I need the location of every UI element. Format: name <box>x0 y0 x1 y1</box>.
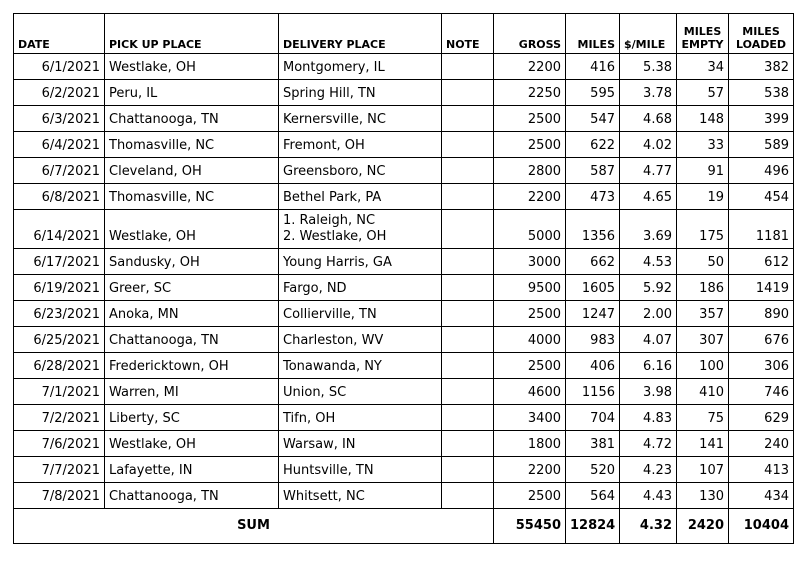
cell-note <box>442 275 494 301</box>
cell-per-mile: 4.65 <box>620 184 677 210</box>
cell-note <box>442 379 494 405</box>
cell-delivery <box>279 457 442 483</box>
cell-delivery <box>279 301 442 327</box>
cell-date: 7/7/2021 <box>14 457 105 483</box>
cell-miles: 662 <box>566 249 620 275</box>
table-row <box>14 210 794 249</box>
cell-pickup: Anoka, MN <box>105 301 279 327</box>
cell-pickup: Greer, SC <box>105 275 279 301</box>
cell-date: 6/3/2021 <box>14 106 105 132</box>
cell-miles-loaded: 612 <box>729 249 794 275</box>
cell-pickup: Westlake, OH <box>105 431 279 457</box>
delivery-line: Young Harris, GA <box>283 255 392 270</box>
cell-per-mile: 3.98 <box>620 379 677 405</box>
cell-date: 6/17/2021 <box>14 249 105 275</box>
sum-miles-loaded: 10404 <box>729 509 794 544</box>
delivery-line: Spring Hill, TN <box>283 86 376 101</box>
cell-per-mile: 3.69 <box>620 210 677 249</box>
cell-pickup: Thomasville, NC <box>105 132 279 158</box>
cell-delivery <box>279 54 442 80</box>
cell-miles: 564 <box>566 483 620 509</box>
delivery-line: Tonawanda, NY <box>283 359 382 374</box>
cell-gross: 2500 <box>494 483 566 509</box>
delivery-line: Tifn, OH <box>283 411 336 426</box>
cell-date: 6/14/2021 <box>14 210 105 249</box>
cell-pickup: Chattanooga, TN <box>105 483 279 509</box>
col-header-miles-loaded-line1: MILES <box>742 25 780 38</box>
cell-per-mile: 5.38 <box>620 54 677 80</box>
col-header-per-mile: $/MILE <box>620 14 677 54</box>
cell-miles-loaded: 496 <box>729 158 794 184</box>
delivery-line: Charleston, WV <box>283 333 384 348</box>
table-row <box>14 249 794 275</box>
cell-delivery <box>279 249 442 275</box>
col-header-miles-empty <box>677 14 729 54</box>
cell-miles: 704 <box>566 405 620 431</box>
cell-note <box>442 405 494 431</box>
cell-per-mile: 6.16 <box>620 353 677 379</box>
cell-pickup: Cleveland, OH <box>105 158 279 184</box>
cell-delivery <box>279 353 442 379</box>
cell-gross: 2500 <box>494 353 566 379</box>
delivery-line: 1. Raleigh, NC <box>283 213 376 228</box>
cell-date: 6/1/2021 <box>14 54 105 80</box>
cell-gross: 2500 <box>494 132 566 158</box>
cell-miles: 587 <box>566 158 620 184</box>
cell-note <box>442 301 494 327</box>
cell-miles: 1247 <box>566 301 620 327</box>
cell-miles: 622 <box>566 132 620 158</box>
col-header-miles: MILES <box>566 14 620 54</box>
cell-miles: 1156 <box>566 379 620 405</box>
cell-miles-loaded: 1419 <box>729 275 794 301</box>
cell-per-mile: 2.00 <box>620 301 677 327</box>
cell-per-mile: 4.07 <box>620 327 677 353</box>
sum-label: SUM <box>14 509 494 544</box>
cell-pickup: Westlake, OH <box>105 210 279 249</box>
cell-date: 6/7/2021 <box>14 158 105 184</box>
cell-date: 7/8/2021 <box>14 483 105 509</box>
cell-date: 6/25/2021 <box>14 327 105 353</box>
cell-pickup: Peru, IL <box>105 80 279 106</box>
delivery-line: Huntsville, TN <box>283 463 374 478</box>
cell-gross: 2200 <box>494 457 566 483</box>
col-header-miles-empty-line2: EMPTY <box>681 38 724 51</box>
cell-date: 6/23/2021 <box>14 301 105 327</box>
delivery-line: Whitsett, NC <box>283 489 365 504</box>
cell-miles-empty: 91 <box>677 158 729 184</box>
cell-per-mile: 4.68 <box>620 106 677 132</box>
cell-miles-empty: 100 <box>677 353 729 379</box>
cell-note <box>442 80 494 106</box>
delivery-line: Kernersville, NC <box>283 112 386 127</box>
cell-per-mile: 4.23 <box>620 457 677 483</box>
table-row <box>14 301 794 327</box>
table-row <box>14 54 794 80</box>
table-row <box>14 353 794 379</box>
col-header-miles-empty-line1: MILES <box>683 25 722 38</box>
cell-miles-empty: 186 <box>677 275 729 301</box>
cell-delivery <box>279 210 442 249</box>
cell-date: 6/19/2021 <box>14 275 105 301</box>
cell-per-mile: 4.77 <box>620 158 677 184</box>
cell-miles: 1356 <box>566 210 620 249</box>
cell-miles: 381 <box>566 431 620 457</box>
cell-delivery <box>279 106 442 132</box>
cell-delivery <box>279 80 442 106</box>
cell-pickup: Lafayette, IN <box>105 457 279 483</box>
cell-gross: 2500 <box>494 301 566 327</box>
cell-note <box>442 210 494 249</box>
table-row <box>14 275 794 301</box>
cell-date: 7/6/2021 <box>14 431 105 457</box>
cell-note <box>442 483 494 509</box>
cell-date: 6/28/2021 <box>14 353 105 379</box>
cell-miles-loaded: 454 <box>729 184 794 210</box>
col-header-date: DATE <box>14 14 105 54</box>
cell-miles: 406 <box>566 353 620 379</box>
sum-miles: 12824 <box>566 509 620 544</box>
table-row <box>14 132 794 158</box>
cell-note <box>442 431 494 457</box>
col-header-miles-loaded <box>729 14 794 54</box>
cell-gross: 9500 <box>494 275 566 301</box>
delivery-line: Fargo, ND <box>283 281 347 296</box>
cell-miles-empty: 33 <box>677 132 729 158</box>
cell-delivery <box>279 132 442 158</box>
cell-miles: 547 <box>566 106 620 132</box>
table-row <box>14 483 794 509</box>
cell-pickup: Sandusky, OH <box>105 249 279 275</box>
cell-miles-empty: 107 <box>677 457 729 483</box>
cell-miles-empty: 130 <box>677 483 729 509</box>
delivery-line: Greensboro, NC <box>283 164 386 179</box>
cell-note <box>442 54 494 80</box>
cell-miles: 473 <box>566 184 620 210</box>
cell-gross: 4600 <box>494 379 566 405</box>
table-row <box>14 431 794 457</box>
cell-pickup: Warren, MI <box>105 379 279 405</box>
col-header-pickup: PICK UP PLACE <box>105 14 279 54</box>
cell-note <box>442 457 494 483</box>
cell-delivery <box>279 327 442 353</box>
cell-per-mile: 4.83 <box>620 405 677 431</box>
table-row <box>14 184 794 210</box>
cell-miles: 1605 <box>566 275 620 301</box>
cell-miles-loaded: 240 <box>729 431 794 457</box>
cell-pickup: Westlake, OH <box>105 54 279 80</box>
col-header-note: NOTE <box>442 14 494 54</box>
cell-miles-empty: 357 <box>677 301 729 327</box>
table-row <box>14 405 794 431</box>
cell-miles-loaded: 413 <box>729 457 794 483</box>
sum-miles-empty: 2420 <box>677 509 729 544</box>
sum-per-mile: 4.32 <box>620 509 677 544</box>
delivery-line: 2. Westlake, OH <box>283 229 387 244</box>
cell-miles-empty: 19 <box>677 184 729 210</box>
cell-gross: 1800 <box>494 431 566 457</box>
cell-delivery <box>279 431 442 457</box>
cell-miles-loaded: 538 <box>729 80 794 106</box>
col-header-delivery: DELIVERY PLACE <box>279 14 442 54</box>
cell-miles-empty: 141 <box>677 431 729 457</box>
delivery-line: Bethel Park, PA <box>283 190 382 205</box>
table-row <box>14 80 794 106</box>
cell-delivery <box>279 158 442 184</box>
cell-miles-loaded: 746 <box>729 379 794 405</box>
cell-delivery <box>279 184 442 210</box>
cell-miles-empty: 148 <box>677 106 729 132</box>
cell-delivery <box>279 379 442 405</box>
cell-per-mile: 4.02 <box>620 132 677 158</box>
table-row <box>14 158 794 184</box>
sum-gross: 55450 <box>494 509 566 544</box>
cell-miles-loaded: 589 <box>729 132 794 158</box>
sum-row <box>14 509 794 544</box>
cell-note <box>442 132 494 158</box>
cell-gross: 2800 <box>494 158 566 184</box>
table-row <box>14 327 794 353</box>
cell-gross: 4000 <box>494 327 566 353</box>
cell-gross: 5000 <box>494 210 566 249</box>
cell-note <box>442 106 494 132</box>
header-row <box>14 14 794 54</box>
cell-per-mile: 4.72 <box>620 431 677 457</box>
cell-delivery <box>279 483 442 509</box>
cell-note <box>442 353 494 379</box>
table-body <box>14 54 794 509</box>
table-row <box>14 379 794 405</box>
cell-gross: 2500 <box>494 106 566 132</box>
delivery-line: Fremont, OH <box>283 138 365 153</box>
cell-miles-loaded: 306 <box>729 353 794 379</box>
cell-miles: 595 <box>566 80 620 106</box>
cell-delivery <box>279 405 442 431</box>
delivery-line: Collierville, TN <box>283 307 377 322</box>
table-row <box>14 106 794 132</box>
loads-table <box>13 13 794 544</box>
cell-pickup: Chattanooga, TN <box>105 327 279 353</box>
cell-note <box>442 327 494 353</box>
cell-pickup: Fredericktown, OH <box>105 353 279 379</box>
cell-per-mile: 4.43 <box>620 483 677 509</box>
cell-pickup: Chattanooga, TN <box>105 106 279 132</box>
cell-delivery <box>279 275 442 301</box>
cell-per-mile: 4.53 <box>620 249 677 275</box>
col-header-miles-loaded-line2: LOADED <box>736 38 786 51</box>
cell-miles: 520 <box>566 457 620 483</box>
cell-gross: 3000 <box>494 249 566 275</box>
cell-miles-loaded: 399 <box>729 106 794 132</box>
cell-date: 6/4/2021 <box>14 132 105 158</box>
col-header-gross: GROSS <box>494 14 566 54</box>
cell-miles-loaded: 434 <box>729 483 794 509</box>
cell-gross: 2200 <box>494 54 566 80</box>
cell-note <box>442 184 494 210</box>
cell-miles-empty: 57 <box>677 80 729 106</box>
cell-miles-loaded: 1181 <box>729 210 794 249</box>
cell-note <box>442 158 494 184</box>
cell-gross: 2200 <box>494 184 566 210</box>
cell-per-mile: 5.92 <box>620 275 677 301</box>
cell-miles-empty: 75 <box>677 405 729 431</box>
cell-miles-loaded: 629 <box>729 405 794 431</box>
cell-pickup: Thomasville, NC <box>105 184 279 210</box>
cell-date: 6/8/2021 <box>14 184 105 210</box>
delivery-line: Warsaw, IN <box>283 437 356 452</box>
cell-miles-loaded: 890 <box>729 301 794 327</box>
cell-date: 7/1/2021 <box>14 379 105 405</box>
table-row <box>14 457 794 483</box>
cell-gross: 3400 <box>494 405 566 431</box>
cell-miles-empty: 34 <box>677 54 729 80</box>
cell-miles-empty: 175 <box>677 210 729 249</box>
cell-pickup: Liberty, SC <box>105 405 279 431</box>
cell-miles-loaded: 676 <box>729 327 794 353</box>
cell-miles-empty: 307 <box>677 327 729 353</box>
cell-gross: 2250 <box>494 80 566 106</box>
cell-miles-empty: 410 <box>677 379 729 405</box>
cell-note <box>442 249 494 275</box>
cell-per-mile: 3.78 <box>620 80 677 106</box>
cell-miles-loaded: 382 <box>729 54 794 80</box>
cell-date: 7/2/2021 <box>14 405 105 431</box>
cell-miles: 416 <box>566 54 620 80</box>
cell-date: 6/2/2021 <box>14 80 105 106</box>
cell-miles: 983 <box>566 327 620 353</box>
delivery-line: Montgomery, IL <box>283 60 385 75</box>
cell-miles-empty: 50 <box>677 249 729 275</box>
delivery-line: Union, SC <box>283 385 347 400</box>
